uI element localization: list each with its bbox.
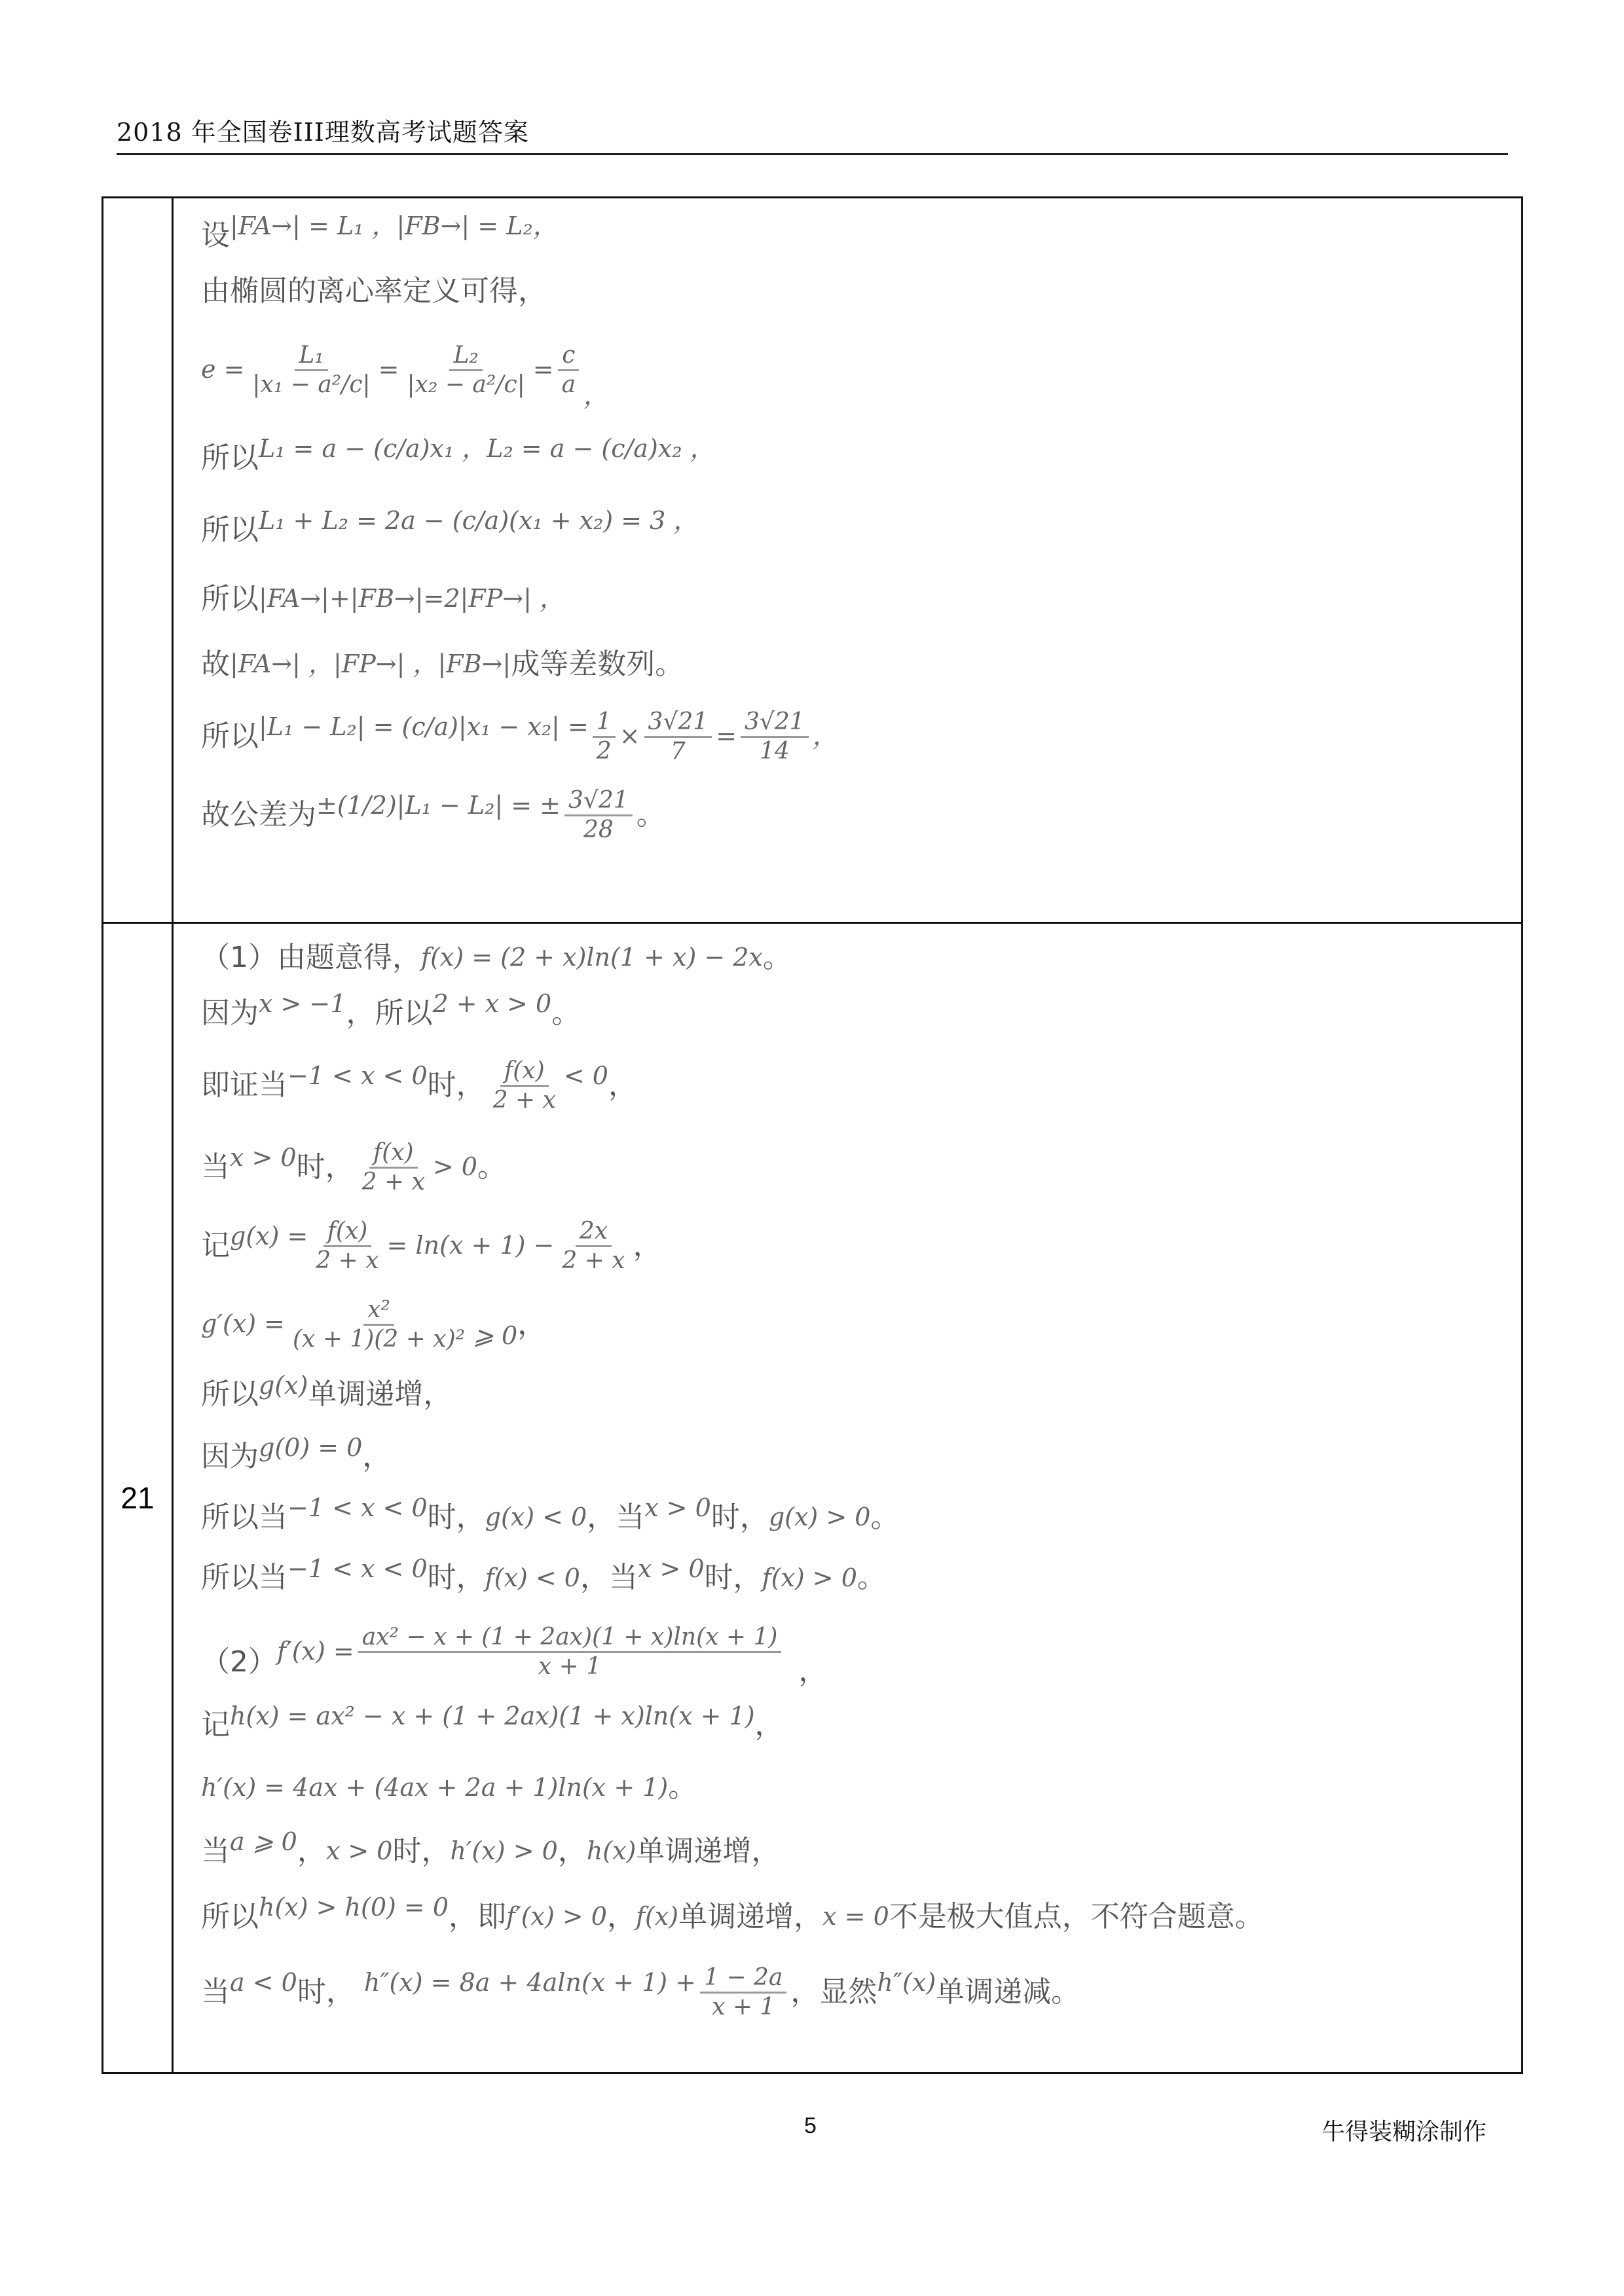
answer-cell bbox=[173, 198, 1522, 923]
fraction: $\frac{\text{ax² − x + (1 + 2ax)(1 + x)ln(x + 1)}}{x + 1}$ bbox=[358, 1624, 782, 1680]
answer-line: 因为 x > −1 ，所以 2 + x > 0 。 bbox=[201, 989, 581, 1030]
answer-line: 所以当 −1 < x < 0 时， g(x) < 0 ，当 x > 0 时， g(x) > 0 。 bbox=[201, 1493, 900, 1534]
answer-line: 即证当 −1 < x < 0 时， $\frac{f(x)}{2 + x}$ < 0 ， bbox=[201, 1057, 637, 1114]
answer-table bbox=[101, 196, 1523, 2074]
answer-line: e = $\frac{\text{L₁}}{\text{|x₁ − a²/c|}}$ = $\frac{\text{L₂}}{\text{|x₂ − a²/c|}}$ = $\frac{c}{a}$ ， bbox=[201, 342, 609, 410]
answer-line: 记 g(x) = $\frac{f(x)}{2 + x}$ = ln(x + 1) − $\frac{2x}{2 + x}$ ， bbox=[201, 1218, 662, 1274]
answer-line: 设 |FA→| = L₁ ，|FB→| = L₂， bbox=[201, 211, 558, 252]
fraction: $\frac{3√21}{14}$ bbox=[741, 708, 809, 765]
answer-line: 故公差为 ±(1/2)|L₁ − L₂| = ± $\frac{3√21}{28}$ 。 bbox=[201, 787, 665, 843]
answer-line: 所以 |FA→|+|FB→|=2|FP→| ， bbox=[201, 581, 565, 615]
fraction: $\frac{3√21}{7}$ bbox=[644, 708, 712, 765]
fraction: $\frac{3√21}{28}$ bbox=[564, 787, 633, 843]
answer-line: 所以 g(x) 单调递增， bbox=[201, 1370, 452, 1412]
answer-line: 当 a < 0 时， h″(x) = 8a + 4aln(x + 1) + $\frac{1 - 2a}{x + 1}$ ，显然 h″(x) 单调递减。 bbox=[201, 1964, 1080, 2020]
table-row bbox=[103, 198, 1522, 923]
answer-line: 当 x > 0 时， $\frac{f(x)}{2 + x}$ > 0 。 bbox=[201, 1139, 506, 1195]
answer-line: 因为 g(0) = 0 ， bbox=[201, 1432, 392, 1474]
fraction: $\frac{\text{L₂}}{\text{|x₂ − a²/c|}}$ bbox=[407, 342, 525, 398]
answer-line: 所以 |L₁ − L₂| = (c/a)|x₁ − x₂| = $\frac{1}{2}$ × $\frac{3√21}{7}$ = $\frac{3√21}{14}$ ， bbox=[201, 708, 838, 765]
answer-line: g′(x) = $\frac{\text{x²}}{\text{(x + 1)(2 + x)²}}$ ⩾ 0 ， bbox=[201, 1296, 547, 1353]
fraction: $\frac{\text{x²}}{\text{(x + 1)(2 + x)²}}$ bbox=[292, 1296, 466, 1353]
table-row bbox=[103, 923, 1522, 2073]
answer-line: 由椭圆的离心率定义可得， bbox=[201, 274, 547, 308]
page-credit: 牛得装糊涂制作 bbox=[1321, 2119, 1487, 2145]
page-header bbox=[117, 111, 1508, 155]
fraction: $\frac{f(x)}{2 + x}$ bbox=[316, 1218, 379, 1274]
answer-line: 当 a ⩾ 0 ， x > 0 时， h′(x) > 0 ， h(x) 单调递增， bbox=[201, 1827, 781, 1868]
answer-line: 所以 L₁ + L₂ = 2a − (c/a)(x₁ + x₂) = 3 ， bbox=[201, 506, 699, 547]
document-title: 2018 年全国卷III理数高考试题答案 bbox=[117, 118, 529, 147]
answer-line: （1）由题意得， f(x) = (2 + x)ln(1 + x) − 2x 。 bbox=[201, 940, 792, 974]
fraction: $\frac{1}{2}$ bbox=[593, 708, 616, 765]
answer-line: 记 h(x) = ax² − x + (1 + 2ax)(1 + x)ln(x + 1) ， bbox=[201, 1701, 784, 1742]
answer-line: 所以 L₁ = a − (c/a)x₁ ，L₂ = a − (c/a)x₂ ， bbox=[201, 434, 715, 475]
fraction: $\frac{1 - 2a}{x + 1}$ bbox=[700, 1964, 786, 2020]
fraction: $\frac{f(x)}{2 + x}$ bbox=[361, 1139, 425, 1195]
answer-line: 所以当 −1 < x < 0 时， f(x) < 0 ，当 x > 0 时， f(x) > 0 。 bbox=[201, 1554, 886, 1595]
page-number: 5 bbox=[804, 2113, 817, 2138]
fraction: $\frac{\text{L₁}}{\text{|x₁ − a²/c|}}$ bbox=[252, 342, 371, 398]
fraction: $\frac{c}{a}$ bbox=[558, 342, 580, 398]
answer-line: 所以 h(x) > h(0) = 0 ，即 f′(x) > 0 ， f(x) 单调递增， x = 0 不是极大值点，不符合题意。 bbox=[201, 1893, 1264, 1933]
answer-cell bbox=[173, 923, 1522, 2073]
fraction: $\frac{f(x)}{2 + x}$ bbox=[492, 1057, 556, 1114]
answer-line: h′(x) = 4ax + (4ax + 2a + 1)ln(x + 1) 。 bbox=[201, 1770, 697, 1804]
question-number-cell bbox=[103, 198, 173, 923]
question-number-cell: 21 bbox=[103, 923, 173, 2073]
answer-line: 故 |FA→| ，|FP→| ，|FB→| 成等差数列。 bbox=[201, 647, 684, 681]
fraction: $\frac{2x}{2 + x}$ bbox=[562, 1218, 625, 1274]
answer-line: （2） f′(x) = $\frac{\text{ax² − x + (1 + 2ax)(1 + x)ln(x + 1)}}{x + 1}$ ， bbox=[201, 1624, 828, 1688]
